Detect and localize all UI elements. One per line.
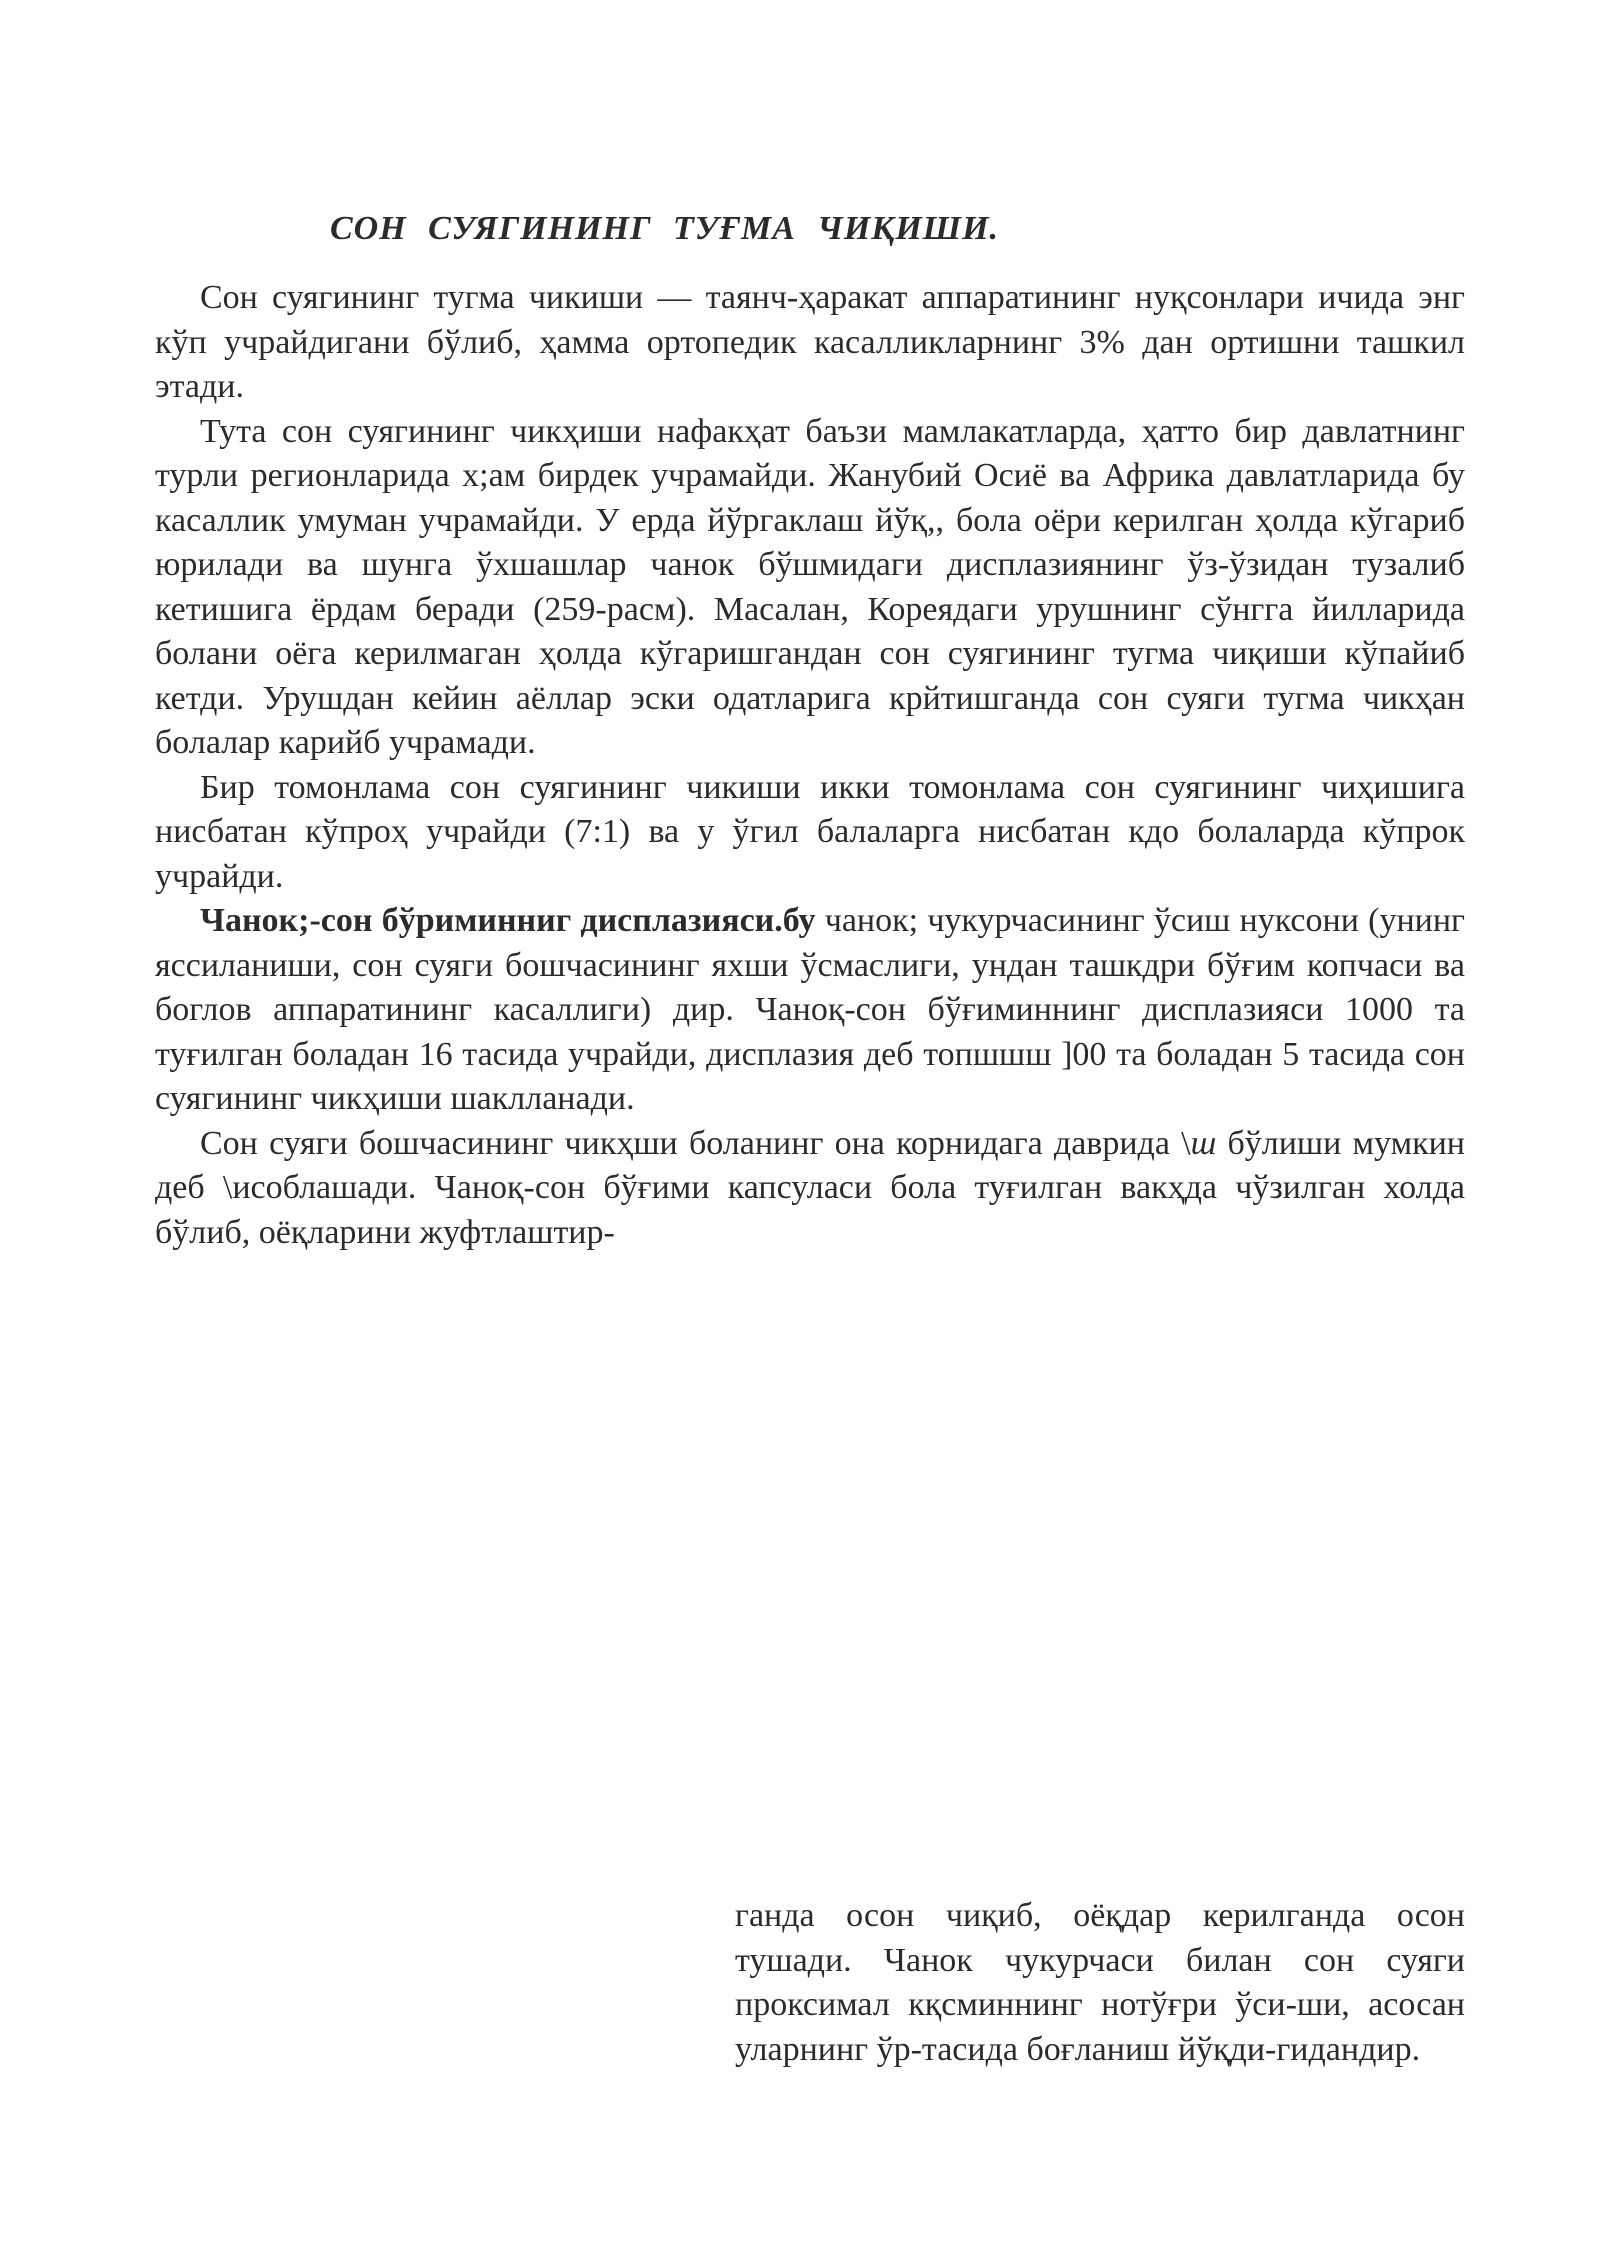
continuation-text: ганда осон чиқиб, оёқдар керилганда осон тушади. Чанок чукурчаси билан сон суяги проксимал кқсминнинг нотўғри ўси-ши, асосан уларнинг ўр-тасида боғланиш йўқди-гидандир. xyxy=(735,1897,1465,2068)
paragraph-5-text-end: бўлиши мумкин деб \исоблашади. Чаноқ-сон бўғими капсуласи бола туғилган вакҳда чўзилган холда бўлиб, оёқларини жуфтлаштир- xyxy=(155,1124,1465,1251)
document-title: СОН СУЯГИНИНГ ТУҒМА ЧИҚИШИ. xyxy=(330,210,1000,247)
paragraph-3: Бир томонлама сон суягининг чикиши икки томонлама сон суягининг чиҳишига нисбатан кўпроҳ учрайди (7:1) ва у ўгил балаларга нисбатан кдо болаларда кўпрок учрайди. xyxy=(155,768,1465,895)
paragraph-2: Тута сон суягининг чикҳиши нафакҳат баъзи мамлакатларда, ҳатто бир давлатнинг турли регионларида х;ам бирдек учрамайди. Жанубий Осиё ва Африка давлатларида бу касаллик умуман учрамайди. У ерда йўргаклаш йўқ,, бола оёри керилган ҳолда кўгариб юрилади ва шунга ўхшашлар чанок бўшмидаги дисплазиянинг ўз-ўзидан тузалиб кетишига ёрдам беради (259-расм). Масалан, Кореядаги урушнинг сўнгга йилларида болани оёга керилмаган ҳолда кўгаришгандан сон суягининг тугма чиқиши кўпайиб кетди. Урушдан кейин аёллар эски одатларига крйтишганда сон суяги тугма чикҳан болалар карийб учрамади. xyxy=(155,412,1465,761)
paragraph-4-text: чанок; чукурчасининг ўсиш нуксони (унинг яссиланиши, сон суяги бошчасининг яхши ўсмаслиги, ундан ташкдри бўғим копчаси ва боглов аппаратининг касаллиги) дир. Чаноқ-сон бўғиминнинг дисплазияси 1000 та туғилган боладан 16 тасида учрайди, дисплазия деб топшшш ]00 та боладан 5 тасида сон суягининг чикҳиши шаклланади. xyxy=(155,902,1465,1117)
paragraph-5-italic-char: ш xyxy=(1190,1124,1217,1162)
paragraph-1: Сон суягининг тугма чикиши — таянч-ҳаракат аппаратининг нуқсонлари ичида энг кўп учрайдигани бўлиб, ҳамма ортопедик касалликларнинг 3% дан ортишни ташкил этади. xyxy=(155,279,1465,405)
document-body xyxy=(155,276,1465,1255)
paragraph-4 xyxy=(155,899,1465,1122)
paragraph-4-bold-term: Чанок;-сон бўриминниг дисплазияси.бу xyxy=(200,902,816,939)
paragraph-5 xyxy=(155,1122,1465,1256)
paragraph-5-text-start: Сон суяги бошчасининг чикҳши боланинг она корнидагa даврида \ xyxy=(200,1124,1191,1162)
